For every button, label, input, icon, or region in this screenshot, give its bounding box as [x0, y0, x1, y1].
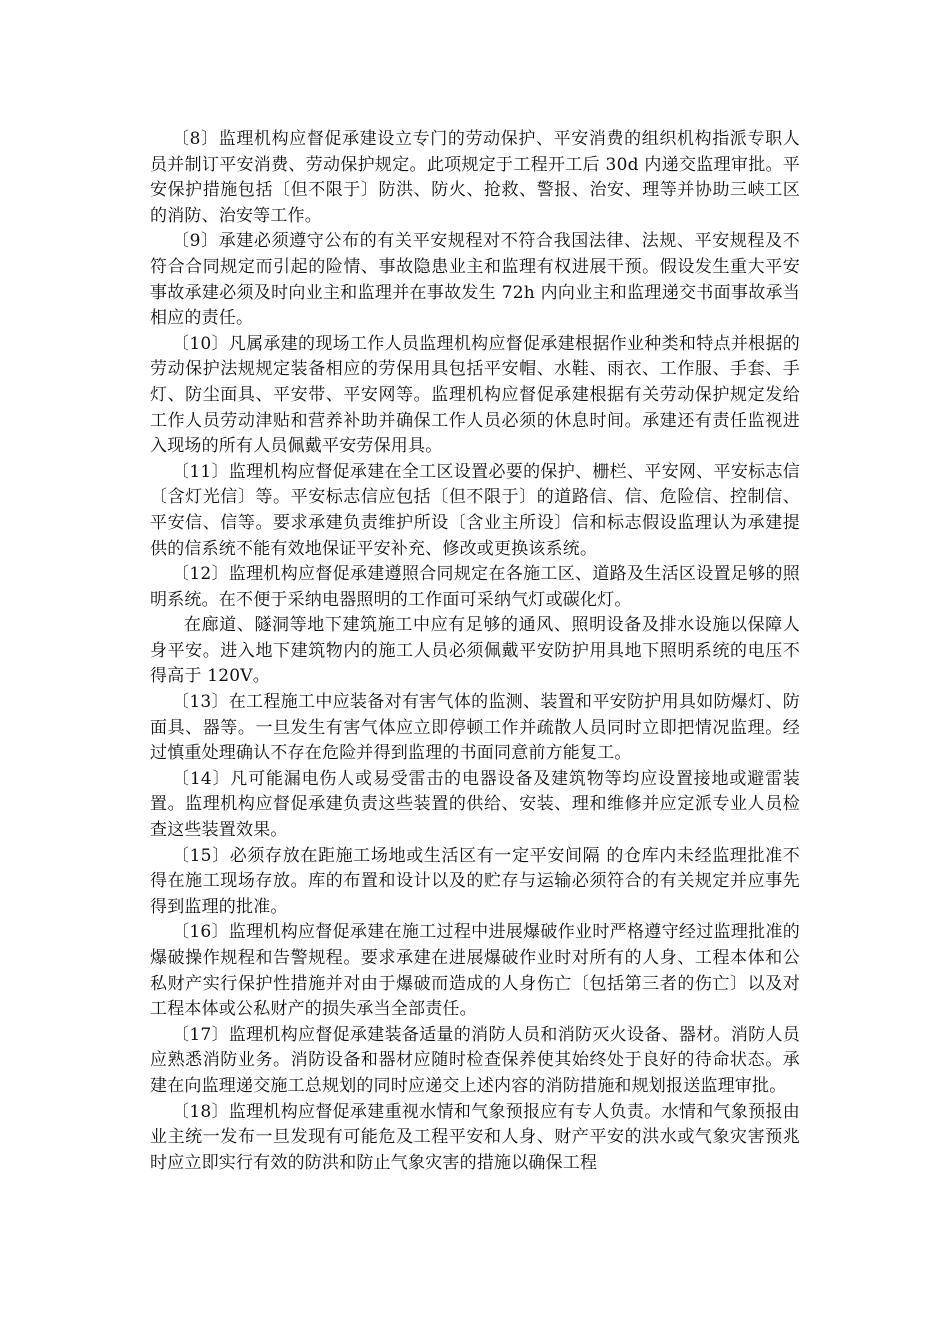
paragraph-15: 〔15〕必须存放在距施工场地或生活区有一定平安间隔 的仓库内未经监理批准不得在施工现场存放。库的布置和设计以及的贮存与运输必须符合的有关规定并应事先得到监理的批准。: [150, 845, 800, 917]
paragraph-16: 〔16〕监理机构应督促承建在施工过程中进展爆破作业时严格遵守经过监理批准的爆破操作规程和告警规程。要求承建在进展爆破作业时对所有的人身、工程本体和公私财产实行保护性措施并对由于爆破而造成的人身伤亡〔包括第三者的伤亡〕以及对工程本体或公私财产的损失承当全部责任。: [150, 922, 800, 1020]
paragraph-18: 〔18〕监理机构应督促承建重视水情和气象预报应有专人负责。水情和气象预报由业主统一发布一旦发现有可能危及工程平安和人身、财产平安的洪水或气象灾害预兆时应立即实行有效的防洪和防止气象灾害的措施以确保工程: [150, 1101, 800, 1173]
paragraph-8: 〔8〕监理机构应督促承建设立专门的劳动保护、平安消费的组织机构指派专职人员并制订平安消费、劳动保护规定。此项规定于工程开工后 30d 内递交监理审批。平安保护措施包括〔但不限于〕防洪、防火、抢救、警报、治安、理等并协助三峡工区的消防、治安等工作。: [150, 129, 800, 226]
paragraph-10: 〔10〕凡属承建的现场工作人员监理机构应督促承建根据作业种类和特点并根据的劳动保护法规规定装备相应的劳保用具包括平安帽、水鞋、雨衣、工作服、手套、手灯、防尘面具、平安带、平安网等。监理机构应督促承建根据有关劳动保护规定发给工作人员劳动津贴和营养补助并确保工作人员必须的休息时间。承建还有责任监视进入现场的所有人员佩戴平安劳保用具。: [150, 333, 800, 457]
paragraph-17: 〔17〕监理机构应督促承建装备适量的消防人员和消防灭火设备、器材。消防人员应熟悉消防业务。消防设备和器材应随时检查保养使其始终处于良好的待命状态。承建在向监理递交施工总规划的同时应递交上述内容的消防措施和规划报送监理审批。: [150, 1024, 800, 1096]
paragraph-12-continued: 在廊道、隧洞等地下建筑施工中应有足够的通风、照明设备及排水设施以保障人身平安。进入地下建筑物内的施工人员必须佩戴平安防护用具地下照明系统的电压不得高于 120V。: [150, 615, 800, 687]
paragraph-12: 〔12〕监理机构应督促承建遵照合同规定在各施工区、道路及生活区设置足够的照明系统。在不便于采纳电器照明的工作面可采纳气灯或碳化灯。: [150, 564, 800, 610]
paragraph-11: 〔11〕监理机构应督促承建在全工区设置必要的保护、栅栏、平安网、平安标志信〔含灯光信〕等。平安标志信应包括〔但不限于〕的道路信、信、危险信、控制信、平安信、信等。要求承建负责维护所设〔含业主所设〕信和标志假设监理认为承建提供的信系统不能有效地保证平安补充、修改或更换该系统。: [150, 461, 800, 559]
paragraph-9: 〔9〕承建必须遵守公布的有关平安规程对不符合我国法律、法规、平安规程及不符合合同规定而引起的险情、事故隐患业主和监理有权进展干预。假设发生重大平安事故承建必须及时向业主和监理并在事故发生 72h 内向业主和监理递交书面事故承当相应的责任。: [150, 231, 800, 329]
paragraph-13: 〔13〕在工程施工中应装备对有害气体的监测、装置和平安防护用具如防爆灯、防面具、器等。一旦发生有害气体应立即停顿工作并疏散人员同时立即把情况监理。经过慎重处理确认不存在危险并得到监理的书面同意前方能复工。: [150, 692, 800, 764]
document-page: [150, 127, 800, 1176]
paragraph-14: 〔14〕凡可能漏电伤人或易受雷击的电器设备及建筑物等均应设置接地或避雷装置。监理机构应督促承建负责这些装置的供给、安装、理和维修并应定派专业人员检查这些装置效果。: [150, 768, 800, 841]
